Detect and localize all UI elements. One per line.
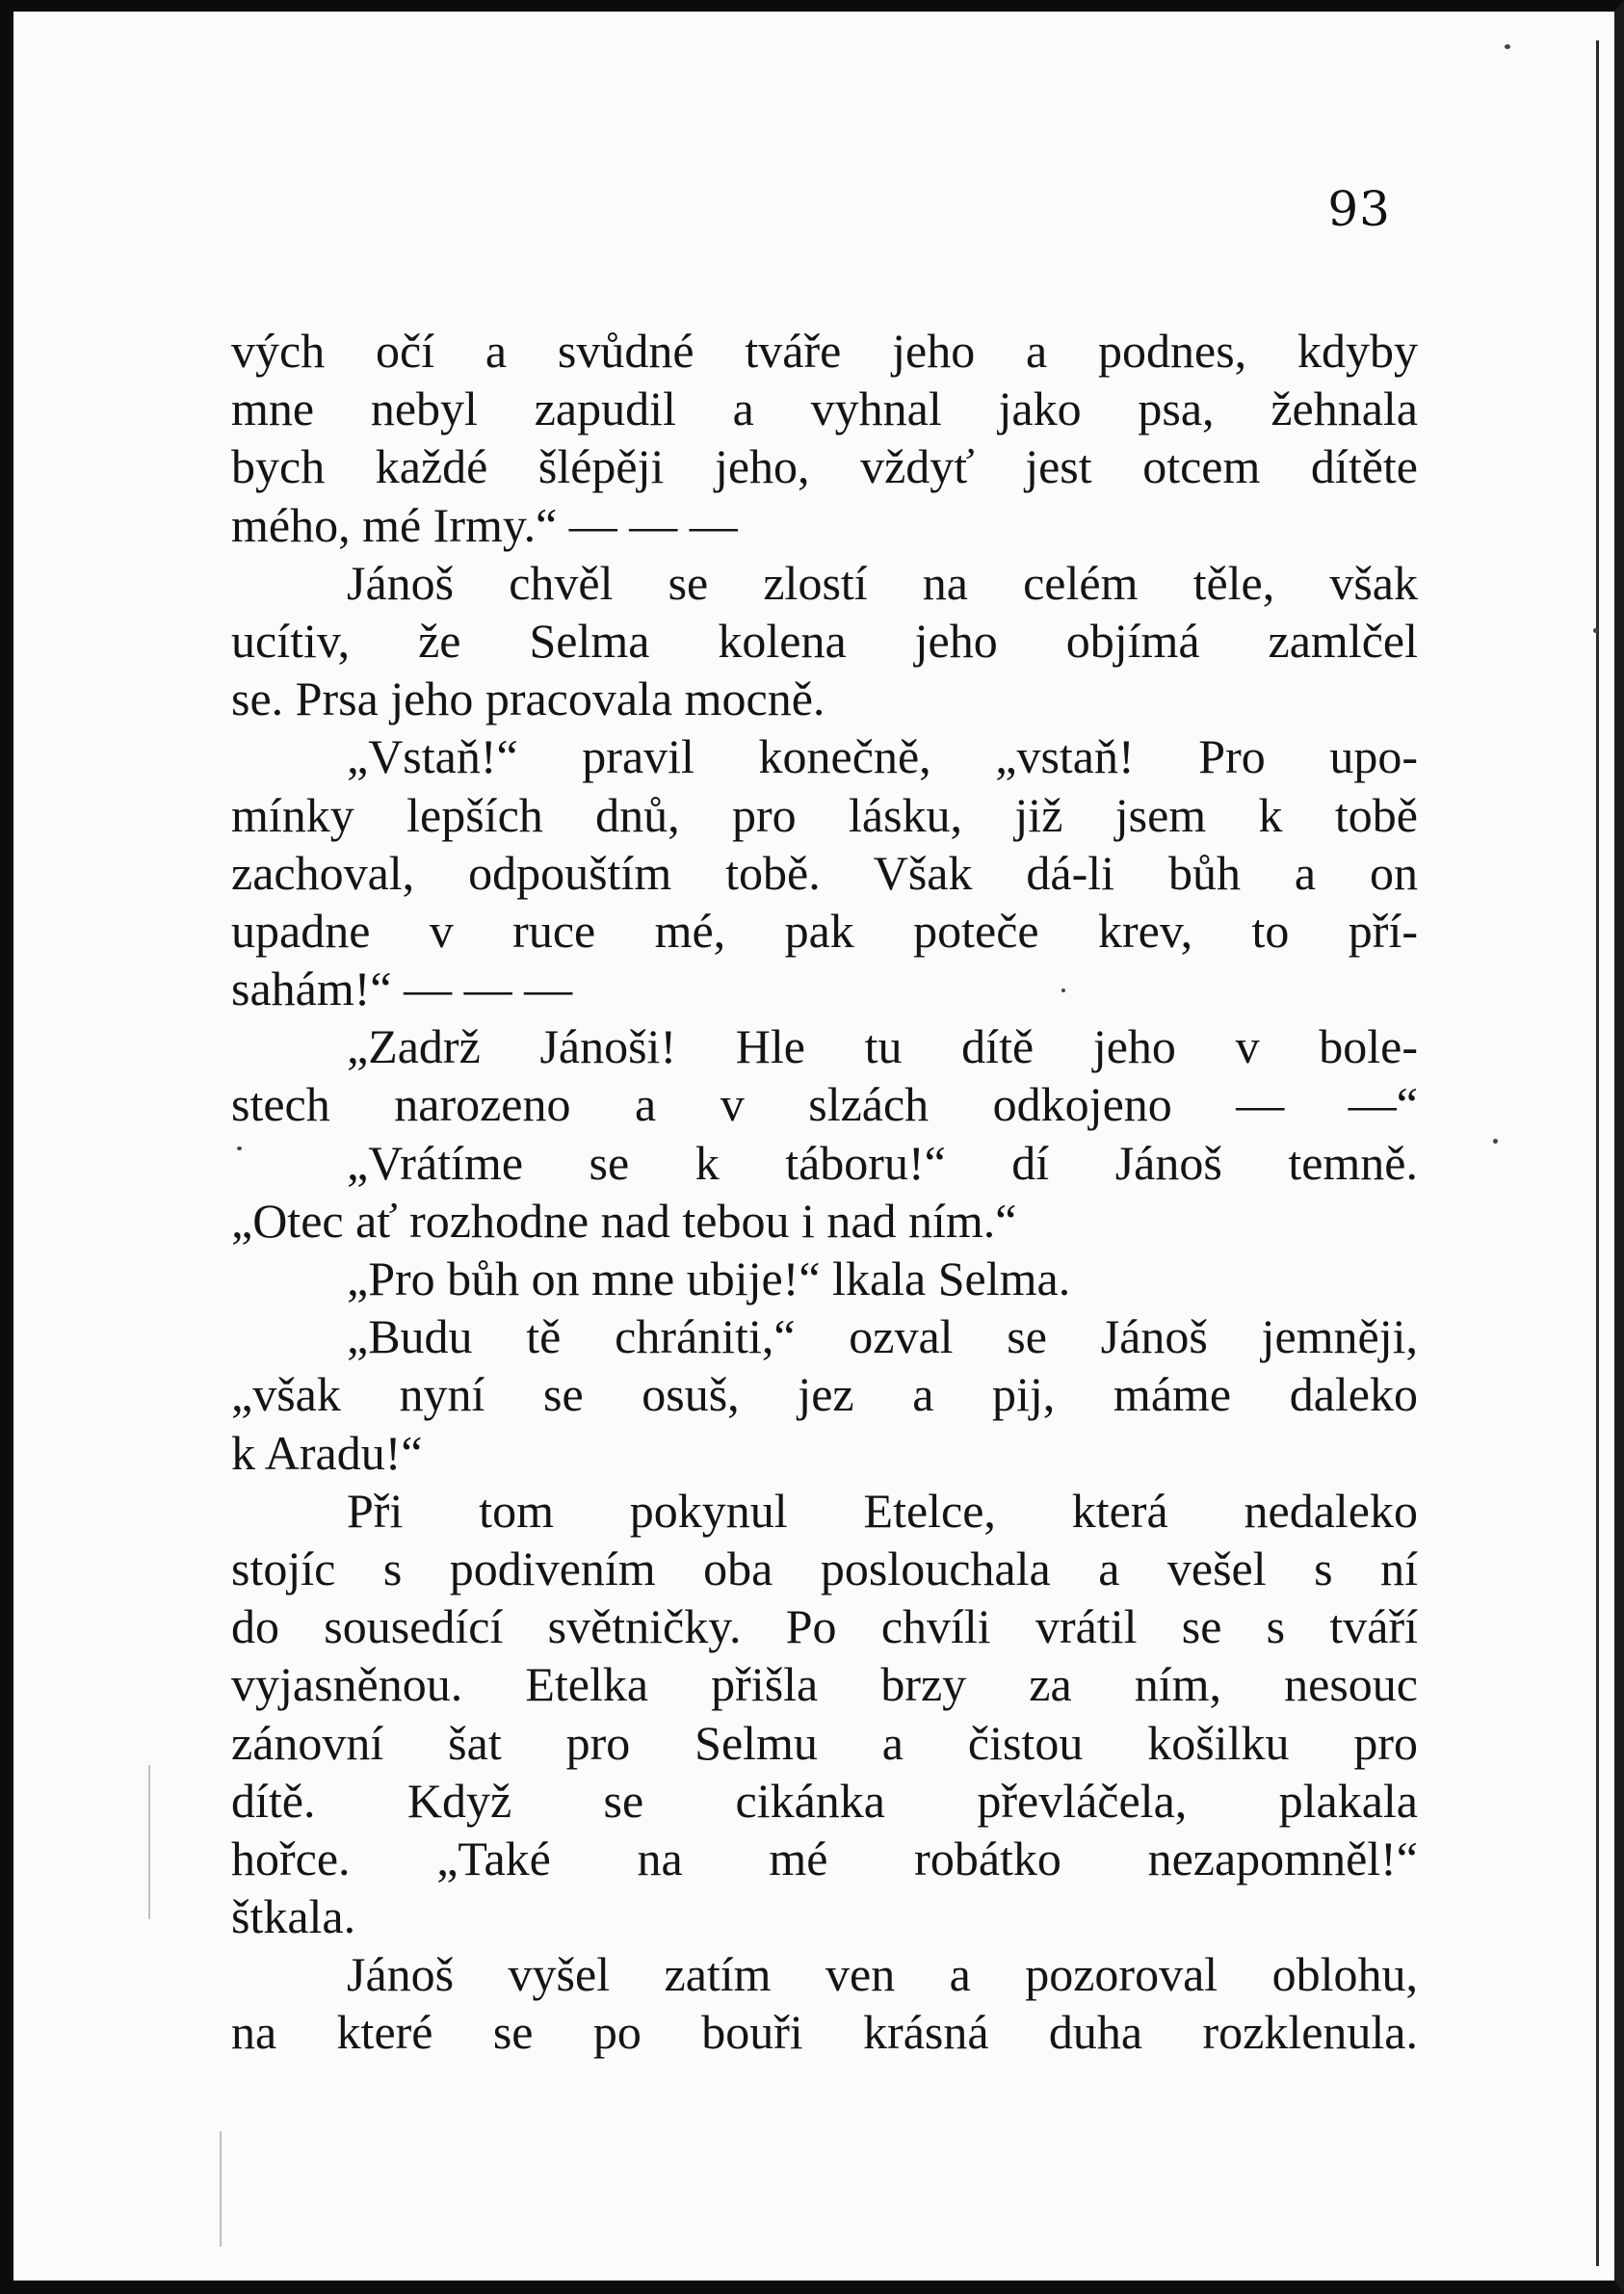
dust-speck [1505,44,1510,49]
text-line: „Zadrž Jánoši! Hle tu dítě jeho v bole- [347,1019,1418,1074]
scan-streak [148,1765,150,1919]
text-line: mínky lepších dnů, pro lásku, již jsem k tobě [231,787,1418,842]
page-number: 93 [1327,181,1391,237]
text-line: zánovní šat pro Selmu a čistou košilku pro [231,1715,1418,1770]
text-line: zachoval, odpouštím tobě. Však dá-li bůh a on [231,845,1418,900]
text-line: mne nebyl zapudil a vyhnal jako psa, žehnala [231,382,1418,436]
dust-speck [1593,628,1598,633]
text-line: stojíc s podivením oba poslouchala a vešel s ní [231,1541,1418,1595]
text-line: se. Prsa jeho pracovala mocně. [231,672,825,726]
text-line: hořce. „Také na mé robátko nezapomněl!“ [231,1831,1418,1885]
page-edge-rule [1596,40,1599,2266]
text-line: vých očí a svůdné tváře jeho a podnes, kdyby [231,324,1418,378]
text-line: upadne v ruce mé, pak poteče krev, to pří- [231,903,1418,958]
text-line: „Vstaň!“ pravil konečně, „vstaň! Pro upo- [347,729,1418,784]
text-line: Jánoš chvěl se zlostí na celém těle, však [347,555,1418,610]
text-line: „Budu tě chrániti,“ ozval se Jánoš jemněji, [347,1309,1418,1364]
text-line: štkala. [231,1889,356,1944]
text-line: vyjasněnou. Etelka přišla brzy za ním, nesouc [231,1657,1418,1712]
text-line: „Vrátíme se k táboru!“ dí Jánoš temně. [347,1135,1418,1190]
text-line: stech narozeno a v slzách odkojeno — —“ [231,1077,1418,1132]
text-line: ucítiv, že Selma kolena jeho objímá zamlčel [231,613,1418,668]
text-line: k Aradu!“ [231,1425,423,1480]
text-line: Při tom pokynul Etelce, která nedaleko [347,1483,1418,1538]
text-line: mého, mé Irmy.“ — — — [231,497,738,552]
text-line: „Otec ať rozhodne nad tebou i nad ním.“ [231,1193,1017,1248]
text-line: dítě. Když se cikánka převláčela, plakala [231,1773,1418,1828]
text-line: bych každé šlépěji jeho, vždyť jest otcem dítěte [231,439,1418,494]
body-text [231,322,1418,2062]
text-line: „však nyní se osuš, jez a pij, máme daleko [231,1367,1418,1422]
text-line: na které se po bouři krásná duha rozklenula. [231,2005,1418,2060]
text-line: „Pro bůh on mne ubije!“ lkala Selma. [347,1252,1071,1305]
scan-streak [220,2131,222,2247]
dust-speck [1493,1139,1498,1144]
text-line: do sousedící světničky. Po chvíli vrátil se s tváří [231,1599,1418,1654]
text-line: Jánoš vyšel zatím ven a pozoroval oblohu, [347,1947,1418,2002]
text-line: sahám!“ — — — [231,962,573,1016]
